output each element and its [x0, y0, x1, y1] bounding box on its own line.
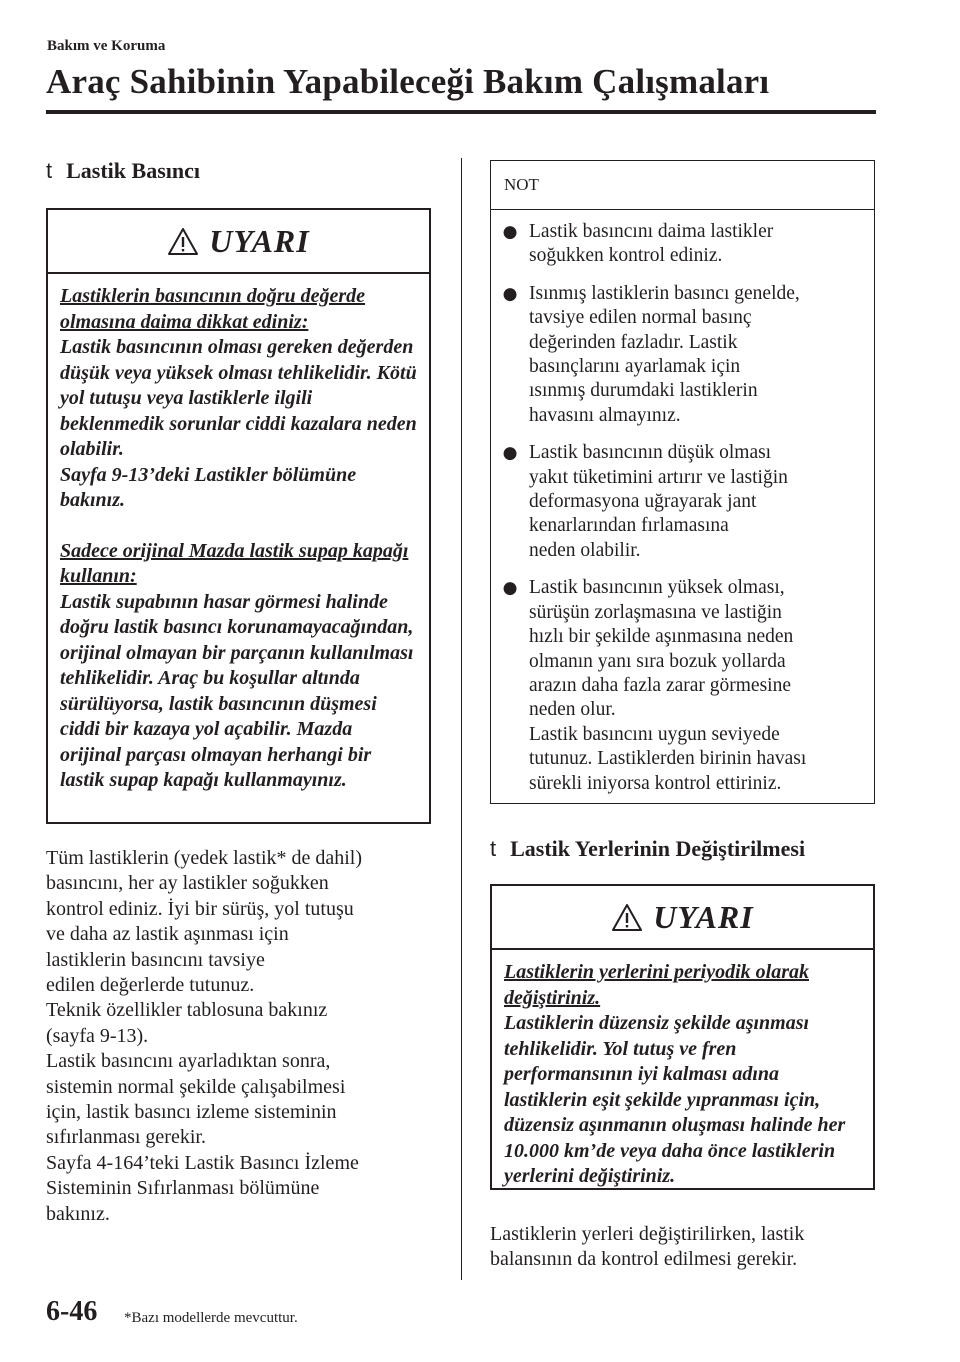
warning-lead: Lastiklerin basıncının doğru değerde olmasına daima dikkat ediniz: — [60, 285, 366, 333]
warning-reference: Sayfa 9-13’deki Lastikler bölümüne bakınız. — [60, 463, 357, 511]
note-item: ● Isınmış lastiklerin basıncı genelde, tavsiye edilen normal basınç değerinden fazladır. Lastik basınçlarını ayarlamak için ısınmış durumdaki lastiklerin havasını almayınız. — [491, 282, 866, 428]
note-item: ● Lastik basıncını daima lastikler soğukken kontrol ediniz. — [491, 220, 866, 269]
body-paragraph-tire-rotation: Lastiklerin yerleri değiştirilirken, lastik balansının da kontrol edilmesi gerekir. — [490, 1223, 805, 1271]
warning-header — [48, 210, 429, 274]
warning-header — [492, 886, 873, 950]
warning-text: Lastiklerin düzensiz şekilde aşınması tehlikelidir. Yol tutuş ve fren performansının iyi kalması adına lastiklerin eşit şekilde yıpranması için, düzensiz aşınmanın oluşması halinde her 10.000 km’de veya daha önce lastiklerin yerlerini değiştiriniz. — [504, 1012, 846, 1187]
warning-text: Lastik basıncının olması gereken değerden düşük veya yüksek olması tehlikelidir. Kötü yol tutuşu veya lastiklerle ilgili beklenmedik sorunlar ciddi kazalara neden olabilir. — [60, 336, 417, 460]
note-item: ● Lastik basıncının düşük olması yakıt tüketimini artırır ve lastiğin deformasyona uğrayarak jant kenarlarından fırlamasına neden olabilir. — [491, 441, 866, 563]
section-label: Bakım ve Koruma — [47, 38, 166, 54]
section-heading-text: Lastik Basıncı — [66, 158, 200, 183]
bullet-icon: ● — [502, 222, 518, 242]
warning-lead: Lastiklerin yerlerini periyodik olarak değiştiriniz. — [504, 961, 809, 1009]
bullet-icon: ● — [502, 443, 518, 464]
section-heading-tire-rotation — [490, 836, 805, 862]
warning-box-tire-pressure — [46, 208, 431, 824]
warning-body — [492, 950, 873, 1190]
note-list — [491, 210, 874, 796]
body-paragraph-tire-pressure: Tüm lastiklerin (yedek lastik* de dahil) basıncını, her ay lastikler soğukken kontrol ediniz. İyi bir sürüş, yol tutuşu ve daha az lastik aşınması için lastiklerin basıncını tavsiye edilen değerlerde tutunuz. Teknik özellikler tablosuna bakınız (sayfa 9-13). Lastik basıncını ayarladıktan sonra, sistemin normal şekilde çalışabilmesi için, lastik basıncı izleme sisteminin sıfırlanması gerekir. Sayfa 4-164’teki Lastik Basıncı İzleme Sisteminin Sıfırlanması bölümüne bakınız. — [46, 847, 363, 1225]
page-number: 6-46 — [46, 1296, 98, 1327]
footnote: *Bazı modellerde mevcuttur. — [124, 1310, 298, 1326]
bullet-icon: ● — [502, 283, 518, 304]
note-box — [490, 160, 875, 804]
note-item: ● Lastik basıncının yüksek olması, sürüşün zorlaşmasına ve lastiğin hızlı bir şekilde aşınmasına neden olmanın yanı sıra bozuk yollarda arazın daha fazla zarar görmesine neden olur. Lastik basıncını uygun seviyede tutunuz. Lastiklerden birinin havası sürekli iniyorsa kontrol ettiriniz. — [491, 576, 866, 796]
warning-title: UYARI — [209, 222, 310, 259]
section-marker: t — [46, 158, 53, 183]
warning-triangle-icon — [167, 227, 199, 256]
warning-lead-2: Sadece orijinal Mazda lastik supap kapağı kullanın: — [60, 539, 409, 587]
warning-text-2: Lastik supabının hasar görmesi halinde doğru lastik basıncı korunamayacağından, orijinal olmayan bir parçanın kullanılması tehlikelidir. Araç bu koşullar altında sürülüyorsa, lastik basıncının düşmesi ciddi bir kazaya yol açabilir. Mazda orijinal parçası olmayan herhangi bir lastik supap kapağı kullanmayınız. — [60, 590, 414, 791]
warning-box-tire-rotation — [490, 884, 875, 1190]
section-heading-tire-pressure — [46, 158, 200, 184]
warning-triangle-icon — [611, 903, 643, 932]
title-rule — [46, 110, 876, 114]
page-title: Araç Sahibinin Yapabileceği Bakım Çalışmaları — [46, 62, 770, 101]
note-title: NOT — [491, 161, 874, 210]
warning-body — [48, 274, 429, 794]
section-marker: t — [490, 836, 497, 861]
bullet-icon: ● — [502, 578, 518, 599]
section-heading-text: Lastik Yerlerinin Değiştirilmesi — [510, 836, 806, 861]
column-divider — [461, 158, 462, 1280]
warning-title: UYARI — [653, 898, 754, 935]
